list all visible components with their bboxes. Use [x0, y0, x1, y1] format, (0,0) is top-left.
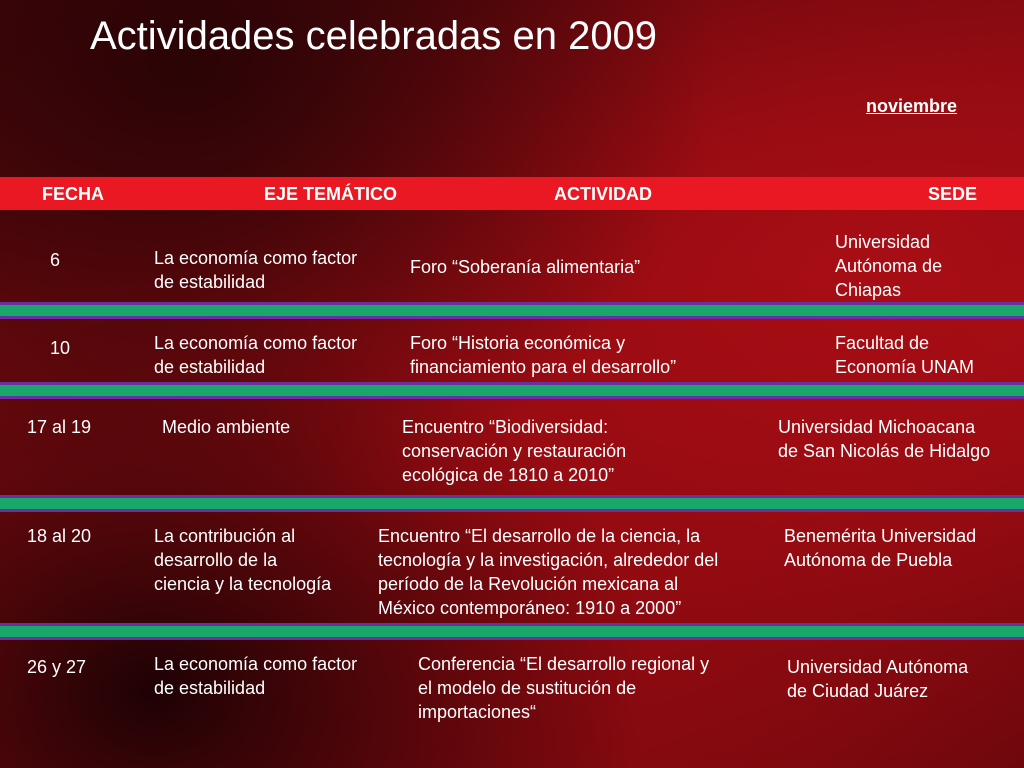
month-label: noviembre	[866, 96, 958, 116]
row-1-eje: La economía como factor de estabilidad	[154, 248, 358, 292]
row-4-fecha: 18 al 20	[27, 526, 92, 546]
row-2-eje: La economía como factor de estabilidad	[154, 333, 358, 377]
row-separator	[0, 623, 1024, 640]
row-1-fecha: 6	[50, 250, 61, 270]
row-5-fecha: 26 y 27	[27, 657, 87, 677]
header-fecha: FECHA	[42, 184, 104, 204]
row-separator	[0, 495, 1024, 512]
row-4-sede: Benemérita Universidad Autónoma de Puebla	[784, 526, 977, 570]
row-4-actividad: Encuentro “El desarrollo de la ciencia, la tecnología y la investigación, alrededor del período de la Revolución mexicana al México contemporáneo: 1910 a 2000”	[378, 526, 719, 618]
header-actividad: ACTIVIDAD	[554, 184, 652, 204]
header-eje-tematico: EJE TEMÁTICO	[264, 184, 398, 204]
header-sede: SEDE	[928, 184, 978, 204]
row-2-actividad: Foro “Historia económica y financiamiento para el desarrollo”	[410, 333, 677, 377]
row-5-actividad: Conferencia “El desarrollo regional y el modelo de sustitución de importaciones“	[418, 654, 710, 722]
row-3-actividad: Encuentro “Biodiversidad: conservación y restauración ecológica de 1810 a 2010”	[402, 417, 627, 485]
row-2-sede: Facultad de Economía UNAM	[835, 333, 975, 377]
row-4-eje: La contribución al desarrollo de la ciencia y la tecnología	[154, 526, 332, 594]
table-header-bar	[0, 177, 1024, 210]
row-5-eje: La economía como factor de estabilidad	[154, 654, 358, 698]
row-3-fecha: 17 al 19	[27, 417, 92, 437]
row-3-sede: Universidad Michoacana de San Nicolás de Hidalgo	[778, 417, 991, 461]
row-separator	[0, 382, 1024, 399]
row-separator	[0, 302, 1024, 319]
row-1-sede: Universidad Autónoma de Chiapas	[835, 232, 943, 300]
row-3-eje: Medio ambiente	[162, 417, 291, 437]
row-5-sede: Universidad Autónoma de Ciudad Juárez	[787, 657, 969, 701]
row-2-fecha: 10	[50, 338, 71, 358]
row-1-actividad: Foro “Soberanía alimentaria”	[410, 257, 641, 277]
page-title: Actividades celebradas en 2009	[90, 14, 658, 58]
